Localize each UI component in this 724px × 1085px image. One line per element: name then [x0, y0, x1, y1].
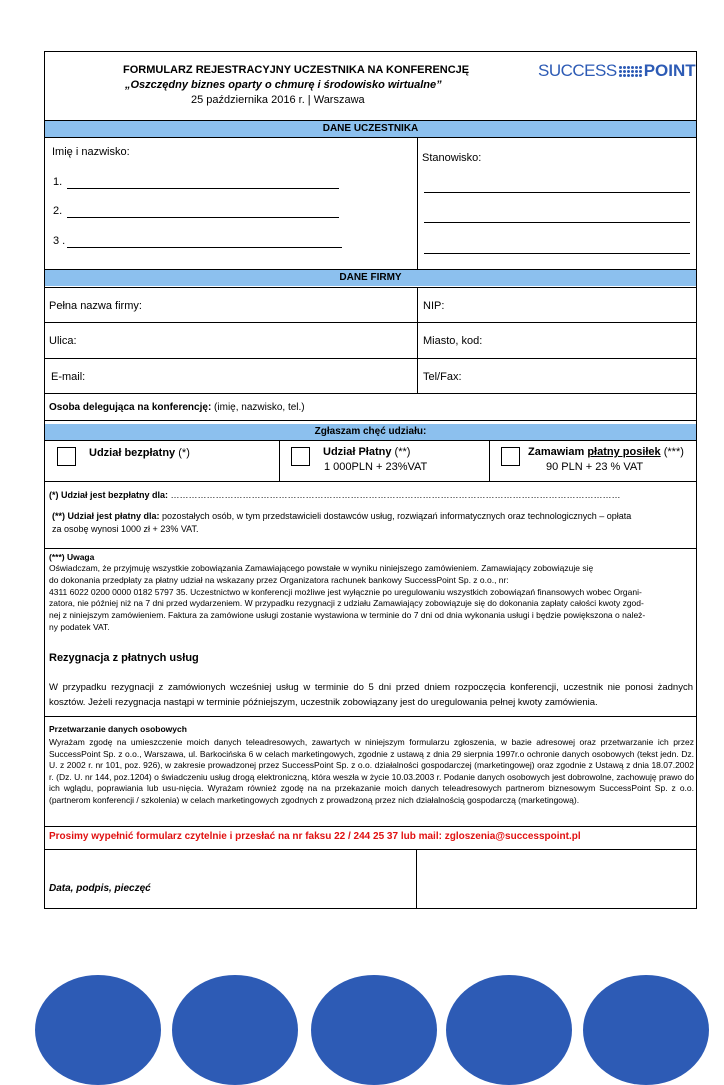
conference-date-place: 25 października 2016 r. | Warszawa: [191, 94, 365, 106]
logo-dots-icon: [619, 66, 642, 77]
free-participation-label: Udział bezpłatny (*): [89, 447, 190, 459]
participation-section-header: Zgłaszam chęć udziału:: [45, 424, 696, 440]
participant-2-line[interactable]: [67, 217, 339, 218]
position-line-2[interactable]: [424, 222, 690, 223]
tel-fax-field[interactable]: Tel/Fax:: [423, 371, 462, 383]
privacy-title: Przetwarzanie danych osobowych: [49, 724, 187, 734]
participant-2-label: 2.: [53, 205, 63, 217]
cancellation-title: Rezygnacja z płatnych usług: [49, 652, 199, 664]
name-label: Imię i nazwisko:: [52, 146, 130, 158]
company-section-header: DANE FIRMY: [45, 270, 696, 286]
company-name-field[interactable]: Pełna nazwa firmy:: [49, 300, 142, 312]
decorative-circle-4: [446, 975, 572, 1085]
registration-form: [44, 51, 697, 909]
nip-field[interactable]: NIP:: [423, 300, 445, 312]
cancellation-text: W przypadku rezygnacji z zamówionych wcześniej usług w terminie do 5 dni przed dniem rozpoczęcia konferencji, uczestnik nie ponosi żadnych kosztów. Jeżeli rezygnacja nastąpi w terminie późniejszym, uczestnik zobowiązany jest do uregulowania pełnej kwoty zamówienia.: [49, 682, 693, 708]
payment-note-title: (***) Uwaga: [49, 552, 95, 562]
meal-order-label: Zamawiam płatny posiłek (***): [528, 446, 684, 458]
signature-field[interactable]: [417, 850, 697, 908]
decorative-circle-3: [311, 975, 437, 1085]
free-participation-checkbox[interactable]: [57, 447, 76, 466]
participant-3-line[interactable]: [67, 247, 342, 248]
delegate-field[interactable]: Osoba delegująca na konferencję: (imię, nazwisko, tel.): [49, 402, 305, 413]
decorative-circle-5: [583, 975, 709, 1085]
decorative-circle-2: [172, 975, 298, 1085]
participant-1-line[interactable]: [67, 188, 339, 189]
participant-3-label: 3 .: [53, 235, 66, 247]
participant-section-header: DANE UCZESTNIKA: [45, 121, 696, 137]
city-field[interactable]: Miasto, kod:: [423, 335, 483, 347]
position-label: Stanowisko:: [422, 152, 482, 164]
paid-eligibility-note: (**) Udział jest płatny dla: pozostałych osób, w tym przedstawicieli dostawców usług, rozwiązań informatycznych oraz technologicznych – opłata za osobę wynosi 1000 zł + 23% VAT.: [52, 511, 632, 534]
position-line-1[interactable]: [424, 192, 690, 193]
successpoint-logo: SUCCESS POINT: [538, 61, 696, 80]
meal-order-checkbox[interactable]: [501, 447, 520, 466]
fax-notice: Prosimy wypełnić formularz czytelnie i przesłać na nr faksu 22 / 244 25 37 lub mail: zgloszenia@successpoint.pl: [49, 831, 581, 842]
participant-1-label: 1.: [53, 176, 63, 188]
street-field[interactable]: Ulica:: [49, 335, 77, 347]
conference-name: „Oszczędny biznes oparty o chmurę i środowisko wirtualne”: [125, 79, 442, 91]
paid-participation-price: 1 000PLN + 23%VAT: [324, 461, 428, 473]
position-line-3[interactable]: [424, 253, 690, 254]
decorative-circle-1: [35, 975, 161, 1085]
paid-participation-checkbox[interactable]: [291, 447, 310, 466]
payment-note-text: Oświadczam, że przyjmuję wszystkie zobowiązania Zamawiającego powstałe w wyniku niniejszego zamówieniem. Zamawiający zobowiązuje się do dokonania przedpłaty za płatny udział na wskazany przez Organizatora rachunek bankowy SuccessPoint Sp. z o.o., nr: 4311 6022 0200 0000 0182 5797 35. Uczestnictwo w konferencji możliwe jest wyłącznie po uregulowaniu wszystkich zobowiązań finansowych wobec Organi- zatora, nie później niż na 7 dni przed wydarzeniem. W przypadku rezygnacji z udziału Zamawiający zobowiązuje się do dokonania zapłaty całości kwoty zgod- nej z niniejszym zamówieniem. Faktura za zamówione usługi zostanie wystawiona w terminie do 7 dni od dnia wykonania usługi i będzie powiększona o należ- ny podatek VAT.: [49, 563, 646, 632]
email-field[interactable]: E-mail:: [51, 371, 86, 383]
privacy-text: Wyrażam zgodę na umieszczenie moich danych teleadresowych, zawartych w niniejszym formularzu zgłoszenia, w bazie adresowej oraz przetwarzanie ich przez SuccessPoint Sp. z o.o., Warszawa, ul. Barkocińska 6 w celach marketingowych, zgodnie z ustawą z dnia 29 sierpnia 1997r.o ochronie danych osobowych (tekst jedn. Dz. U. z 2002 r. nr 101, poz. 926), w zakresie prowadzonej przez SuccessPoint Sp. z o.o. działalności gospodarczej (marketingowej) oraz zgodnie z Ustawą z dnia 18.07.2002 r. (Dz. U. nr 144, poz.1204) o świadczeniu usług drogą elektroniczną, która weszła w życie 10.03.2003 r. Podanie danych osobowych jest dobrowolne, zachowuję prawo do ich wglądu, poprawiania lub usu-nięcia. Wyrażam również zgodę na na przekazanie moich danych teleadresowych partnerom biznesowym SuccessPoint Sp. z o.o.(partnerom konferencji / szkolenia) w celach marketingowych zgodnych z prowadzoną przez nich działalnością gospodarczą (marketingową).: [49, 737, 694, 805]
meal-order-price: 90 PLN + 23 % VAT: [546, 461, 644, 473]
free-eligibility-note: (*) Udział jest bezpłatny dla: ……………………………………………………………………………………………………………………………………: [49, 490, 621, 500]
signature-label: Data, podpis, pieczęć: [49, 883, 151, 894]
form-title: FORMULARZ REJESTRACYJNY UCZESTNIKA NA KONFERENCJĘ: [123, 64, 470, 76]
paid-participation-label: Udział Płatny (**): [323, 446, 411, 458]
